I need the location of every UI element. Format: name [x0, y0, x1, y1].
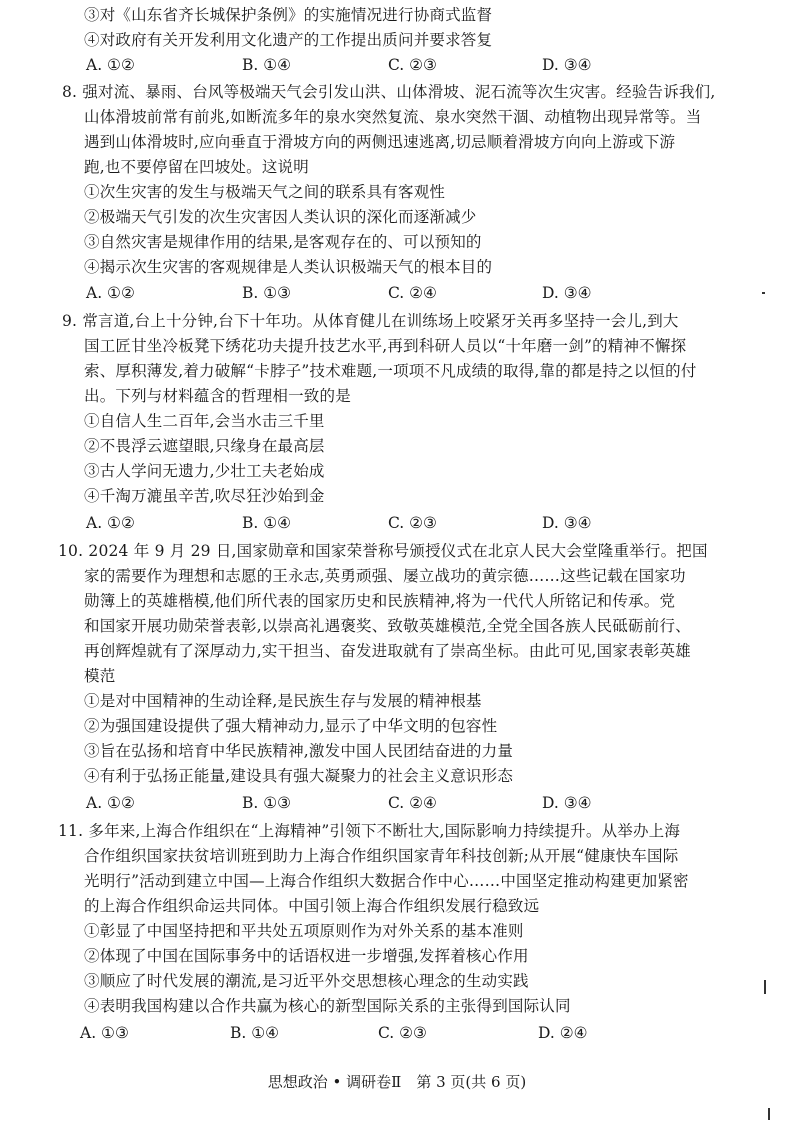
option-d: D. ③④ [542, 794, 592, 812]
q10-stem-line: 和国家开展功勋荣誉表彰,以崇高礼遇褒奖、致敬英雄模范,全党全国各族人民砥砺前行、 [84, 617, 691, 635]
q10-choice: ④有利于弘扬正能量,建设具有强大凝聚力的社会主义意识形态 [84, 767, 514, 785]
q9-choice: ①自信人生二百年,会当水击三千里 [84, 412, 325, 430]
q7-options [0, 54, 794, 76]
q9-choice: ②不畏浮云遮望眼,只缘身在最高层 [84, 437, 325, 455]
q10-stem-line: 家的需要作为理想和志愿的王永志,英勇顽强、屡立战功的黄宗德……这些记载在国家功 [84, 567, 686, 585]
q8-options [0, 282, 794, 304]
option-d: D. ③④ [542, 514, 592, 532]
q10-choice: ③旨在弘扬和培育中华民族精神,激发中国人民团结奋进的力量 [84, 742, 514, 760]
option-a: A. ①② [86, 514, 135, 532]
q10-stem-line: 10. 2024 年 9 月 29 日,国家勋章和国家荣誉称号颁授仪式在北京人民大会堂隆重举行。把国 [58, 542, 708, 560]
option-d: D. ③④ [542, 284, 592, 302]
option-a: A. ①③ [80, 1024, 129, 1042]
q10-choice: ②为强国建设提供了强大精神动力,显示了中华文明的包容性 [84, 717, 498, 735]
q8-choice: ③自然灾害是规律作用的结果,是客观存在的、可以预知的 [84, 233, 482, 251]
option-c: C. ②④ [388, 794, 437, 812]
option-b: B. ①④ [242, 514, 292, 532]
q10-stem-line: 勋簿上的英雄楷模,他们所代表的国家历史和民族精神,将为一代代人所铭记和传承。党 [84, 592, 676, 610]
q9-options [0, 512, 794, 534]
option-d: D. ③④ [542, 56, 592, 74]
q8-choice: ①次生灾害的发生与极端天气之间的联系具有客观性 [84, 183, 446, 201]
scan-mark [762, 292, 765, 294]
q10-stem-line: 再创辉煌就有了深厚动力,实干担当、奋发进取就有了崇高坐标。由此可见,国家表彰英雄 [84, 642, 691, 660]
q8-choice: ②极端天气引发的次生灾害因人类认识的深化而逐渐减少 [84, 208, 477, 226]
q11-choice: ③顺应了时代发展的潮流,是习近平外交思想核心理念的生动实践 [84, 972, 529, 990]
option-a: A. ①② [86, 284, 135, 302]
q9-stem-line: 9. 常言道,台上十分钟,台下十年功。从体育健儿在训练场上咬紧牙关再多坚持一会儿,到大 [62, 312, 679, 330]
q11-choice: ②体现了中国在国际事务中的话语权进一步增强,发挥着核心作用 [84, 947, 529, 965]
q8-stem-line: 遇到山体滑坡时,应向垂直于滑坡方向的两侧迅速逃离,切忌顺着滑坡方向向上游或下游 [84, 133, 676, 151]
q11-choice: ④表明我国构建以合作共赢为核心的新型国际关系的主张得到国际认同 [84, 997, 571, 1015]
q11-stem-line: 的上海合作组织命运共同体。中国引领上海合作组织发展行稳致远 [84, 897, 540, 915]
option-b: B. ①④ [242, 56, 292, 74]
q11-options [0, 1022, 794, 1044]
option-a: A. ①② [86, 56, 135, 74]
option-d: D. ②④ [538, 1024, 588, 1042]
option-a: A. ①② [86, 794, 135, 812]
q11-choice: ①彰显了中国坚持把和平共处五项原则作为对外关系的基本准则 [84, 922, 524, 940]
q9-stem-line: 索、厚积薄发,着力破解“卡脖子”技术难题,一项项不凡成绩的取得,靠的都是持之以恒的付 [84, 362, 697, 380]
option-c: C. ②③ [378, 1024, 427, 1042]
q11-stem-line: 光明行”活动到建立中国—上海合作组织大数据合作中心……中国坚定推动构建更加紧密 [84, 872, 689, 890]
option-c: C. ②④ [388, 284, 437, 302]
option-b: B. ①③ [242, 794, 292, 812]
scan-mark [764, 980, 766, 994]
q10-choice: ①是对中国精神的生动诠释,是民族生存与发展的精神根基 [84, 692, 482, 710]
scan-mark [768, 1108, 770, 1120]
q10-stem-line: 模范 [84, 667, 116, 685]
q10-options [0, 792, 794, 814]
option-b: B. ①③ [242, 284, 292, 302]
q9-choice: ④千淘万漉虽辛苦,吹尽狂沙始到金 [84, 487, 325, 505]
q7-choice-4: ④对政府有关开发利用文化遗产的工作提出质问并要求答复 [84, 31, 493, 49]
q9-stem-line: 国工匠甘坐冷板凳下绣花功夫提升技艺水平,再到科研人员以“十年磨一剑”的精神不懈探 [84, 337, 687, 355]
q8-stem-line: 山体滑坡前常有前兆,如断流多年的泉水突然复流、泉水突然干涸、动植物出现异常等。当 [84, 108, 702, 126]
q9-stem-line: 出。下列与材料蕴含的哲理相一致的是 [84, 387, 351, 405]
page-footer: 思想政治 • 调研卷Ⅱ 第 3 页(共 6 页) [267, 1073, 527, 1091]
q9-choice: ③古人学问无遗力,少壮工夫老始成 [84, 462, 325, 480]
q8-stem-line: 跑,也不要停留在凹坡处。这说明 [84, 158, 309, 176]
option-b: B. ①④ [230, 1024, 280, 1042]
option-c: C. ②③ [388, 56, 437, 74]
q7-choice-3: ③对《山东省齐长城保护条例》的实施情况进行协商式监督 [84, 6, 493, 24]
option-c: C. ②③ [388, 514, 437, 532]
q11-stem-line: 11. 多年来,上海合作组织在“上海精神”引领下不断壮大,国际影响力持续提升。从举办上海 [58, 822, 681, 840]
q11-stem-line: 合作组织国家扶贫培训班到助力上海合作组织国家青年科技创新;从开展“健康快车国际 [84, 847, 679, 865]
q8-choice: ④揭示次生灾害的客观规律是人类认识极端天气的根本目的 [84, 258, 493, 276]
q8-stem-line: 8. 强对流、暴雨、台风等极端天气会引发山洪、山体滑坡、泥石流等次生灾害。经验告诉我们, [62, 83, 716, 101]
